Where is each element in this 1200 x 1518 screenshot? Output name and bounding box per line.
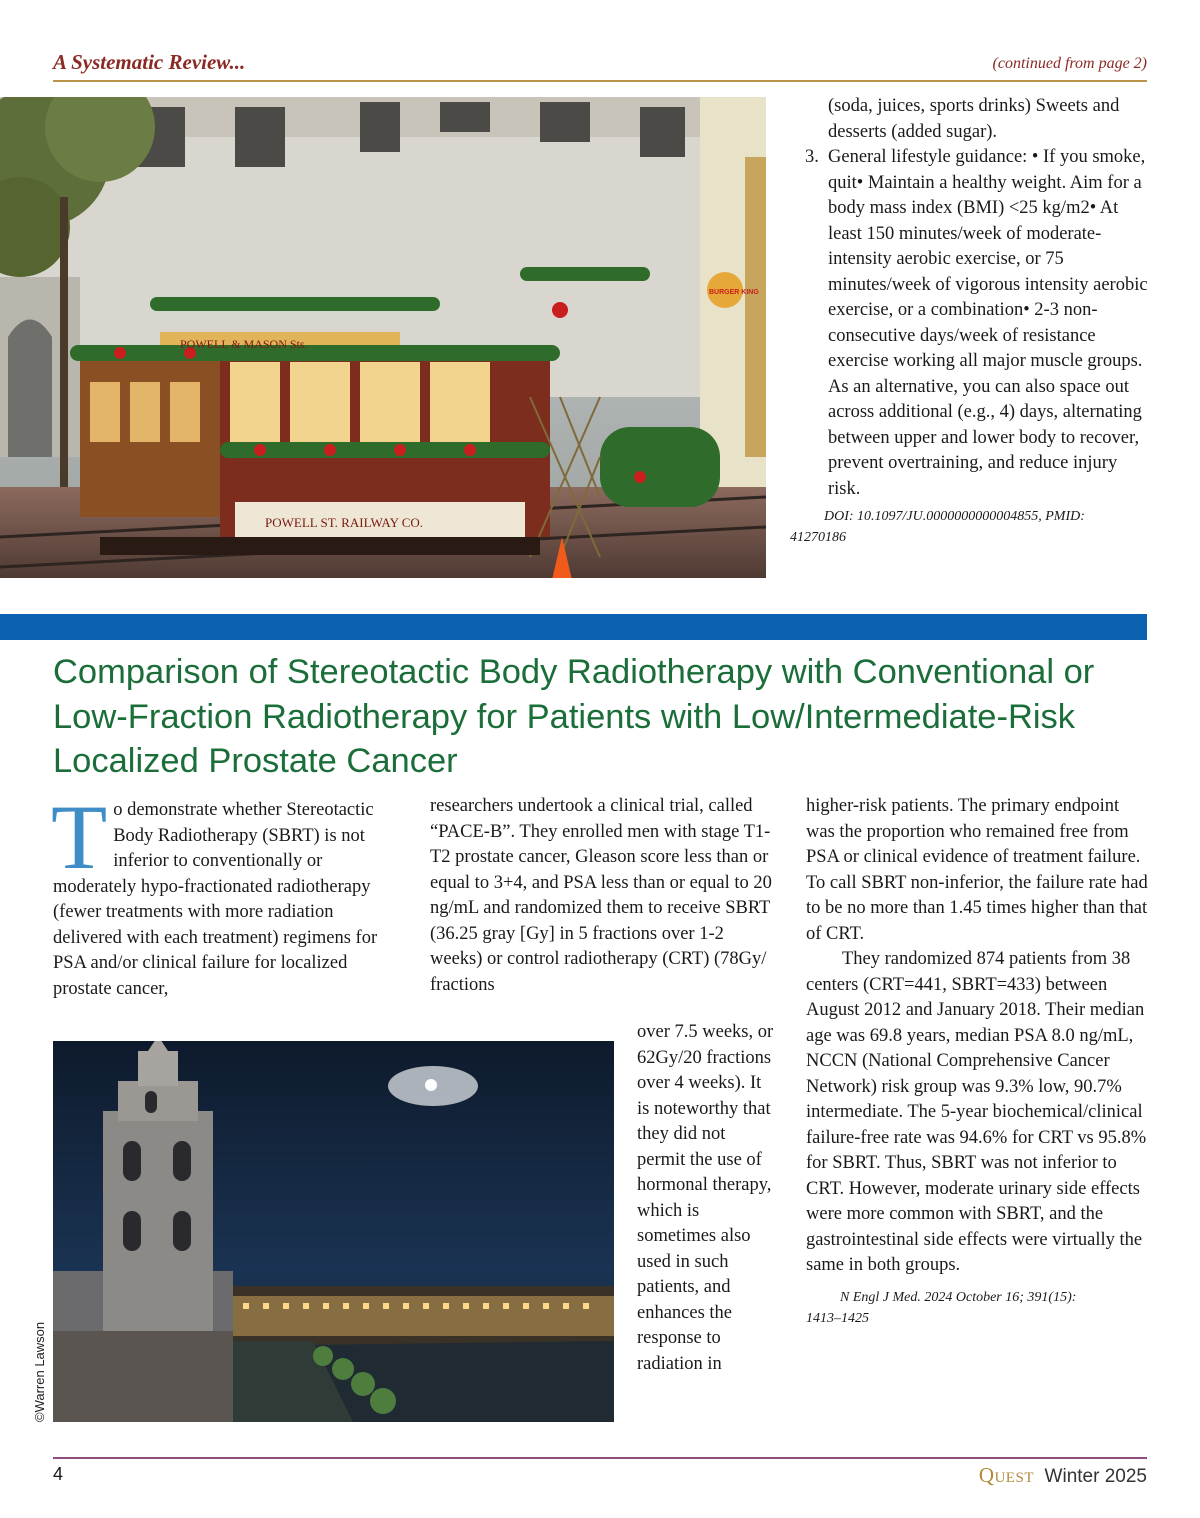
logo-text: BURGER KING: [709, 289, 759, 296]
article-column-1: [51, 786, 398, 1002]
continued-note: (continued from page 2): [992, 55, 1147, 72]
doi-line-b: 41270186: [790, 530, 846, 545]
doi-line-a: DOI: 10.1097/JU.0000000000004855, PMID:: [824, 509, 1085, 524]
article-column-2-continued: over 7.5 weeks, or 62Gy/20 fractions over 4 weeks). It is noteworthy that they did not permit the use of hormonal therapy, which is sometimes also used in such patients, and enhances the response to radiation in: [637, 1022, 774, 1374]
citation-line-b: 1413–1425: [806, 1310, 869, 1326]
top-col-intro: (soda, juices, sports drinks) Sweets and desserts (added sugar).: [828, 96, 1120, 142]
section-divider-band: [0, 614, 1147, 640]
article-column-3: [806, 794, 1151, 1329]
cathedral-night-photo: [53, 1041, 614, 1422]
citation: [806, 1287, 1151, 1329]
page-number: 4: [53, 1464, 64, 1484]
issue-label: Winter 2025: [1044, 1466, 1147, 1487]
running-head: A Systematic Review...: [53, 50, 246, 74]
top-col-item-3: [790, 145, 1150, 502]
item-text: General lifestyle guidance: • If you smoke, quit• Maintain a healthy weight. Aim for a body mass index (BMI) <25 kg/m2• At least 150 minutes/week of moderate-intensity aerobic exercise, or 75 minutes/week of vigorous intensity aerobic exercise, or a combination• 2-3 non-consecutive days/week of resistance exercise working all major muscle groups. As an alternative, you can also space out across additional (e.g., 4) days, alternating between upper and lower body to recover, prevent overtraining, and reduce injury risk.: [828, 147, 1148, 499]
col3-paragraph-2: They randomized 874 patients from 38 centers (CRT=441, SBRT=433) between August 2012 and January 2018. Their median age was 69.8 years, median PSA 8.0 ng/mL, NCCN (National Comprehensive Cancer Network) risk group was 9.3% low, 90.7% intermediate. The 5-year biochemical/clinical failure-free rate was 94.6% for CRT vs 95.8% for SBRT. Thus, SBRT was not inferior to CRT. However, moderate urinary side effects were more common with SBRT, and the gastrointestinal side effects were virtually the same in both groups.: [806, 949, 1147, 1275]
article-headline: Comparison of Stereotactic Body Radiotherapy with Conventional or Low-Fraction Radiotherapy for Patients with Low/Intermediate-Risk Localized Prostate Cancer: [53, 653, 1095, 780]
photo-credit: ©Warren Lawson: [32, 1321, 47, 1422]
sign-top-text: POWELL & MASON Sts.: [180, 337, 308, 351]
footer-rule: [53, 1457, 1147, 1459]
article-column-2: researchers undertook a clinical trial, called “PACE-B”. They enrolled men with stage T1-T2 prostate cancer, Gleason score less than or equal to 3+4, and PSA less than or equal to 20 ng/mL and randomized them to receive SBRT (36.25 gray [Gy] in 5 fractions over 1-2 weeks) or control radiotherapy (CRT) (78Gy/ fractions: [430, 796, 772, 995]
citation-line-a: N Engl J Med. 2024 October 16; 391(15):: [840, 1289, 1077, 1305]
magazine-footer: [979, 1463, 1147, 1488]
item-number: 3.: [805, 147, 819, 167]
col3-paragraph-1: higher-risk patients. The primary endpoint was the proportion who remained free from PSA or clinical evidence of treatment failure. To call SBRT non-inferior, the failure rate had to be no more than 1.45 times higher than that of CRT.: [806, 796, 1148, 944]
drop-cap: T: [51, 786, 108, 888]
magazine-name: Quest: [978, 1463, 1034, 1487]
col1-text: o demonstrate whether Stereotactic Body Radiotherapy (SBRT) is not inferior to conventionally or moderately hypo-fractionated radiotherapy (fewer treatments with more radiation delivered with each treatment) regimens for PSA and/or clinical failure for localized prostate cancer,: [53, 800, 378, 999]
header-rule: [53, 80, 1147, 82]
sign-side-text: POWELL ST. RAILWAY CO.: [265, 515, 424, 530]
top-right-column: [790, 94, 1150, 548]
top-doi: [790, 506, 1150, 548]
cable-car-photo: [0, 97, 766, 578]
